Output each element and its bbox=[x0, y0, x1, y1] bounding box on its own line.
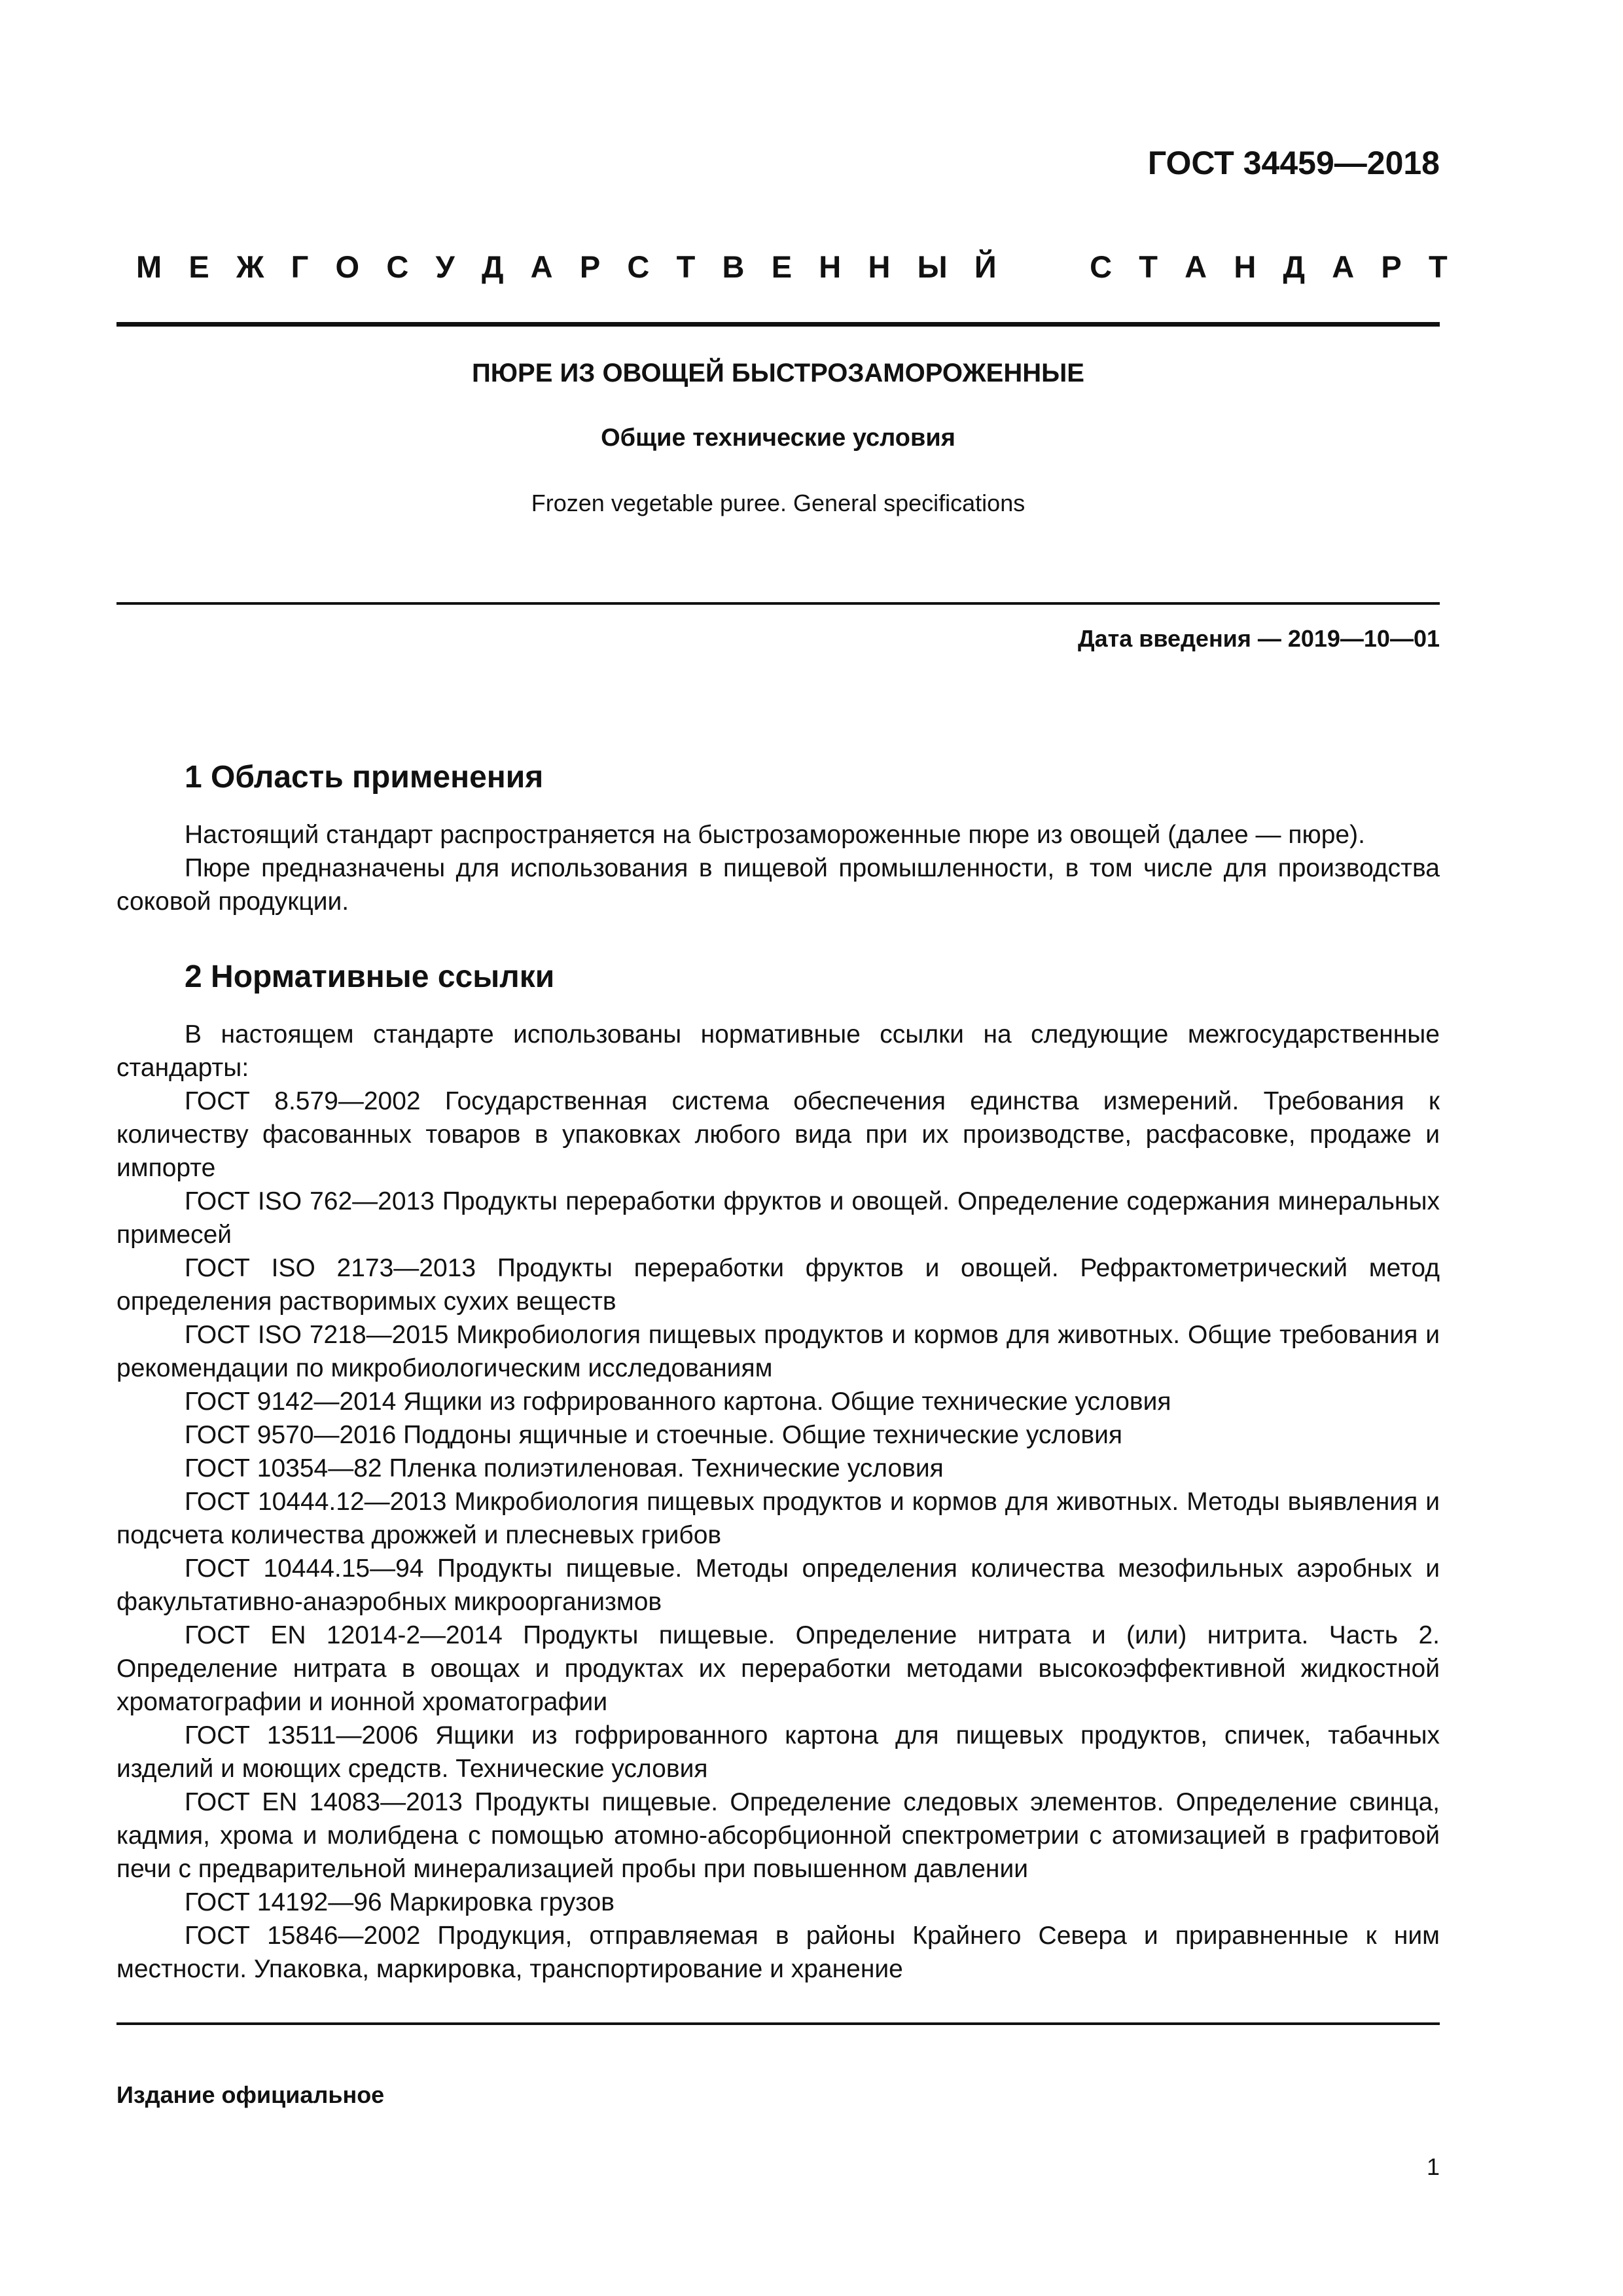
reference-item: ГОСТ EN 12014-2—2014 Продукты пищевые. Определение нитрата и (или) нитрита. Часть 2. Определение нитрата в овощах и продуктах их переработки методами высокоэффективной жидкостной хроматографии и ионной хроматографии bbox=[116, 1621, 1440, 1716]
reference-item: ГОСТ 9142—2014 Ящики из гофрированного картона. Общие технические условия bbox=[185, 1388, 1171, 1416]
banner-letter: Т bbox=[1428, 249, 1448, 284]
banner-letter: В bbox=[722, 249, 745, 284]
banner-letter: У bbox=[435, 249, 455, 284]
reference-item: ГОСТ 15846—2002 Продукция, отправляемая в районы Крайнего Севера и приравненные к ним местности. Упаковка, маркировка, транспортирование и хранение bbox=[116, 1922, 1440, 1983]
reference-item: ГОСТ 10444.12—2013 Микробиология пищевых продуктов и кормов для животных. Методы выявления и подсчета количества дрожжей и плесневых грибов bbox=[116, 1488, 1440, 1549]
document-title: ПЮРЕ ИЗ ОВОЩЕЙ БЫСТРОЗАМОРОЖЕННЫЕ bbox=[472, 359, 1084, 387]
banner-letter: Д bbox=[1283, 249, 1305, 284]
document-subtitle: Общие технические условия bbox=[601, 424, 955, 452]
banner-letter: С bbox=[386, 249, 409, 284]
banner-letter: Н bbox=[868, 249, 891, 284]
reference-item: ГОСТ 8.579—2002 Государственная система обеспечения единства измерений. Требования к количеству фасованных товаров в упаковках любого вида при их производстве, расфасовке, продаже и импорте bbox=[116, 1087, 1440, 1182]
banner-letter: О bbox=[335, 249, 360, 284]
banner-letter: Н bbox=[1234, 249, 1257, 284]
page-number: 1 bbox=[1426, 2153, 1440, 2180]
banner-letter: Н bbox=[819, 249, 842, 284]
banner-letter: Е bbox=[771, 249, 793, 284]
document-title-english: Frozen vegetable puree. General specifications bbox=[531, 490, 1026, 516]
banner-word-gap bbox=[1024, 249, 1063, 285]
reference-item: ГОСТ 10354—82 Пленка полиэтиленовая. Технические условия bbox=[185, 1454, 944, 1482]
banner-letter: С bbox=[627, 249, 650, 284]
banner-letter: Г bbox=[291, 249, 309, 284]
banner-letter: Ы bbox=[917, 249, 948, 284]
banner-letter: Р bbox=[1381, 249, 1402, 284]
section-body-normative-references bbox=[116, 1018, 1440, 1986]
footer-divider bbox=[116, 2022, 1440, 2025]
standard-type-banner bbox=[136, 249, 1448, 285]
document-code: ГОСТ 34459—2018 bbox=[1147, 145, 1440, 181]
banner-letter: А bbox=[530, 249, 553, 284]
reference-item: ГОСТ ISO 7218—2015 Микробиология пищевых продуктов и кормов для животных. Общие требования и рекомендации по микробиологическим исследованиям bbox=[116, 1321, 1440, 1382]
banner-letter: Т bbox=[676, 249, 696, 284]
header-divider bbox=[116, 322, 1440, 327]
reference-item: ГОСТ 10444.15—94 Продукты пищевые. Методы определения количества мезофильных аэробных и факультативно-анаэробных микроорганизмов bbox=[116, 1554, 1440, 1616]
reference-item: ГОСТ ISO 2173—2013 Продукты переработки фруктов и овощей. Рефрактометрический метод определения растворимых сухих веществ bbox=[116, 1254, 1440, 1316]
banner-letter: Т bbox=[1139, 249, 1158, 284]
reference-item: ГОСТ EN 14083—2013 Продукты пищевые. Определение следовых элементов. Определение свинца, кадмия, хрома и молибдена с помощью атомно-абсорбционной спектрометрии с атомизацией в графитовой печи с предварительной минерализацией пробы при повышенном давлении bbox=[116, 1788, 1440, 1883]
banner-letter: Е bbox=[188, 249, 209, 284]
reference-item: ГОСТ 9570—2016 Поддоны ящичные и стоечные. Общие технические условия bbox=[185, 1421, 1123, 1449]
banner-letter: С bbox=[1090, 249, 1113, 284]
banner-letter: М bbox=[136, 249, 162, 284]
paragraph: Настоящий стандарт распространяется на быстрозамороженные пюре из овощей (далее — пюре). bbox=[185, 821, 1365, 849]
section-body-scope bbox=[116, 818, 1440, 918]
banner-letter: А bbox=[1332, 249, 1355, 284]
reference-item: ГОСТ 13511—2006 Ящики из гофрированного картона для пищевых продуктов, спичек, табачных изделий и моющих средств. Технические условия bbox=[116, 1721, 1440, 1783]
banner-letter: А bbox=[1185, 249, 1207, 284]
banner-letter: Ж bbox=[236, 249, 264, 284]
reference-item: ГОСТ 14192—96 Маркировка грузов bbox=[185, 1888, 615, 1916]
paragraph: Пюре предназначены для использования в пищевой промышленности, в том числе для производства соковой продукции. bbox=[116, 854, 1440, 916]
banner-letter: Д bbox=[481, 249, 504, 284]
section-heading-scope: 1 Область применения bbox=[185, 760, 544, 795]
reference-item: ГОСТ ISO 762—2013 Продукты переработки фруктов и овощей. Определение содержания минеральных примесей bbox=[116, 1187, 1440, 1249]
banner-letter: Й bbox=[974, 249, 997, 284]
section-heading-normative-references: 2 Нормативные ссылки bbox=[185, 960, 555, 994]
paragraph: В настоящем стандарте использованы нормативные ссылки на следующие межгосударственные стандарты: bbox=[116, 1020, 1440, 1082]
introduction-date: Дата введения — 2019—10—01 bbox=[1077, 625, 1440, 652]
title-divider bbox=[116, 602, 1440, 605]
edition-label: Издание официальное bbox=[116, 2081, 385, 2108]
banner-letter: Р bbox=[579, 249, 601, 284]
